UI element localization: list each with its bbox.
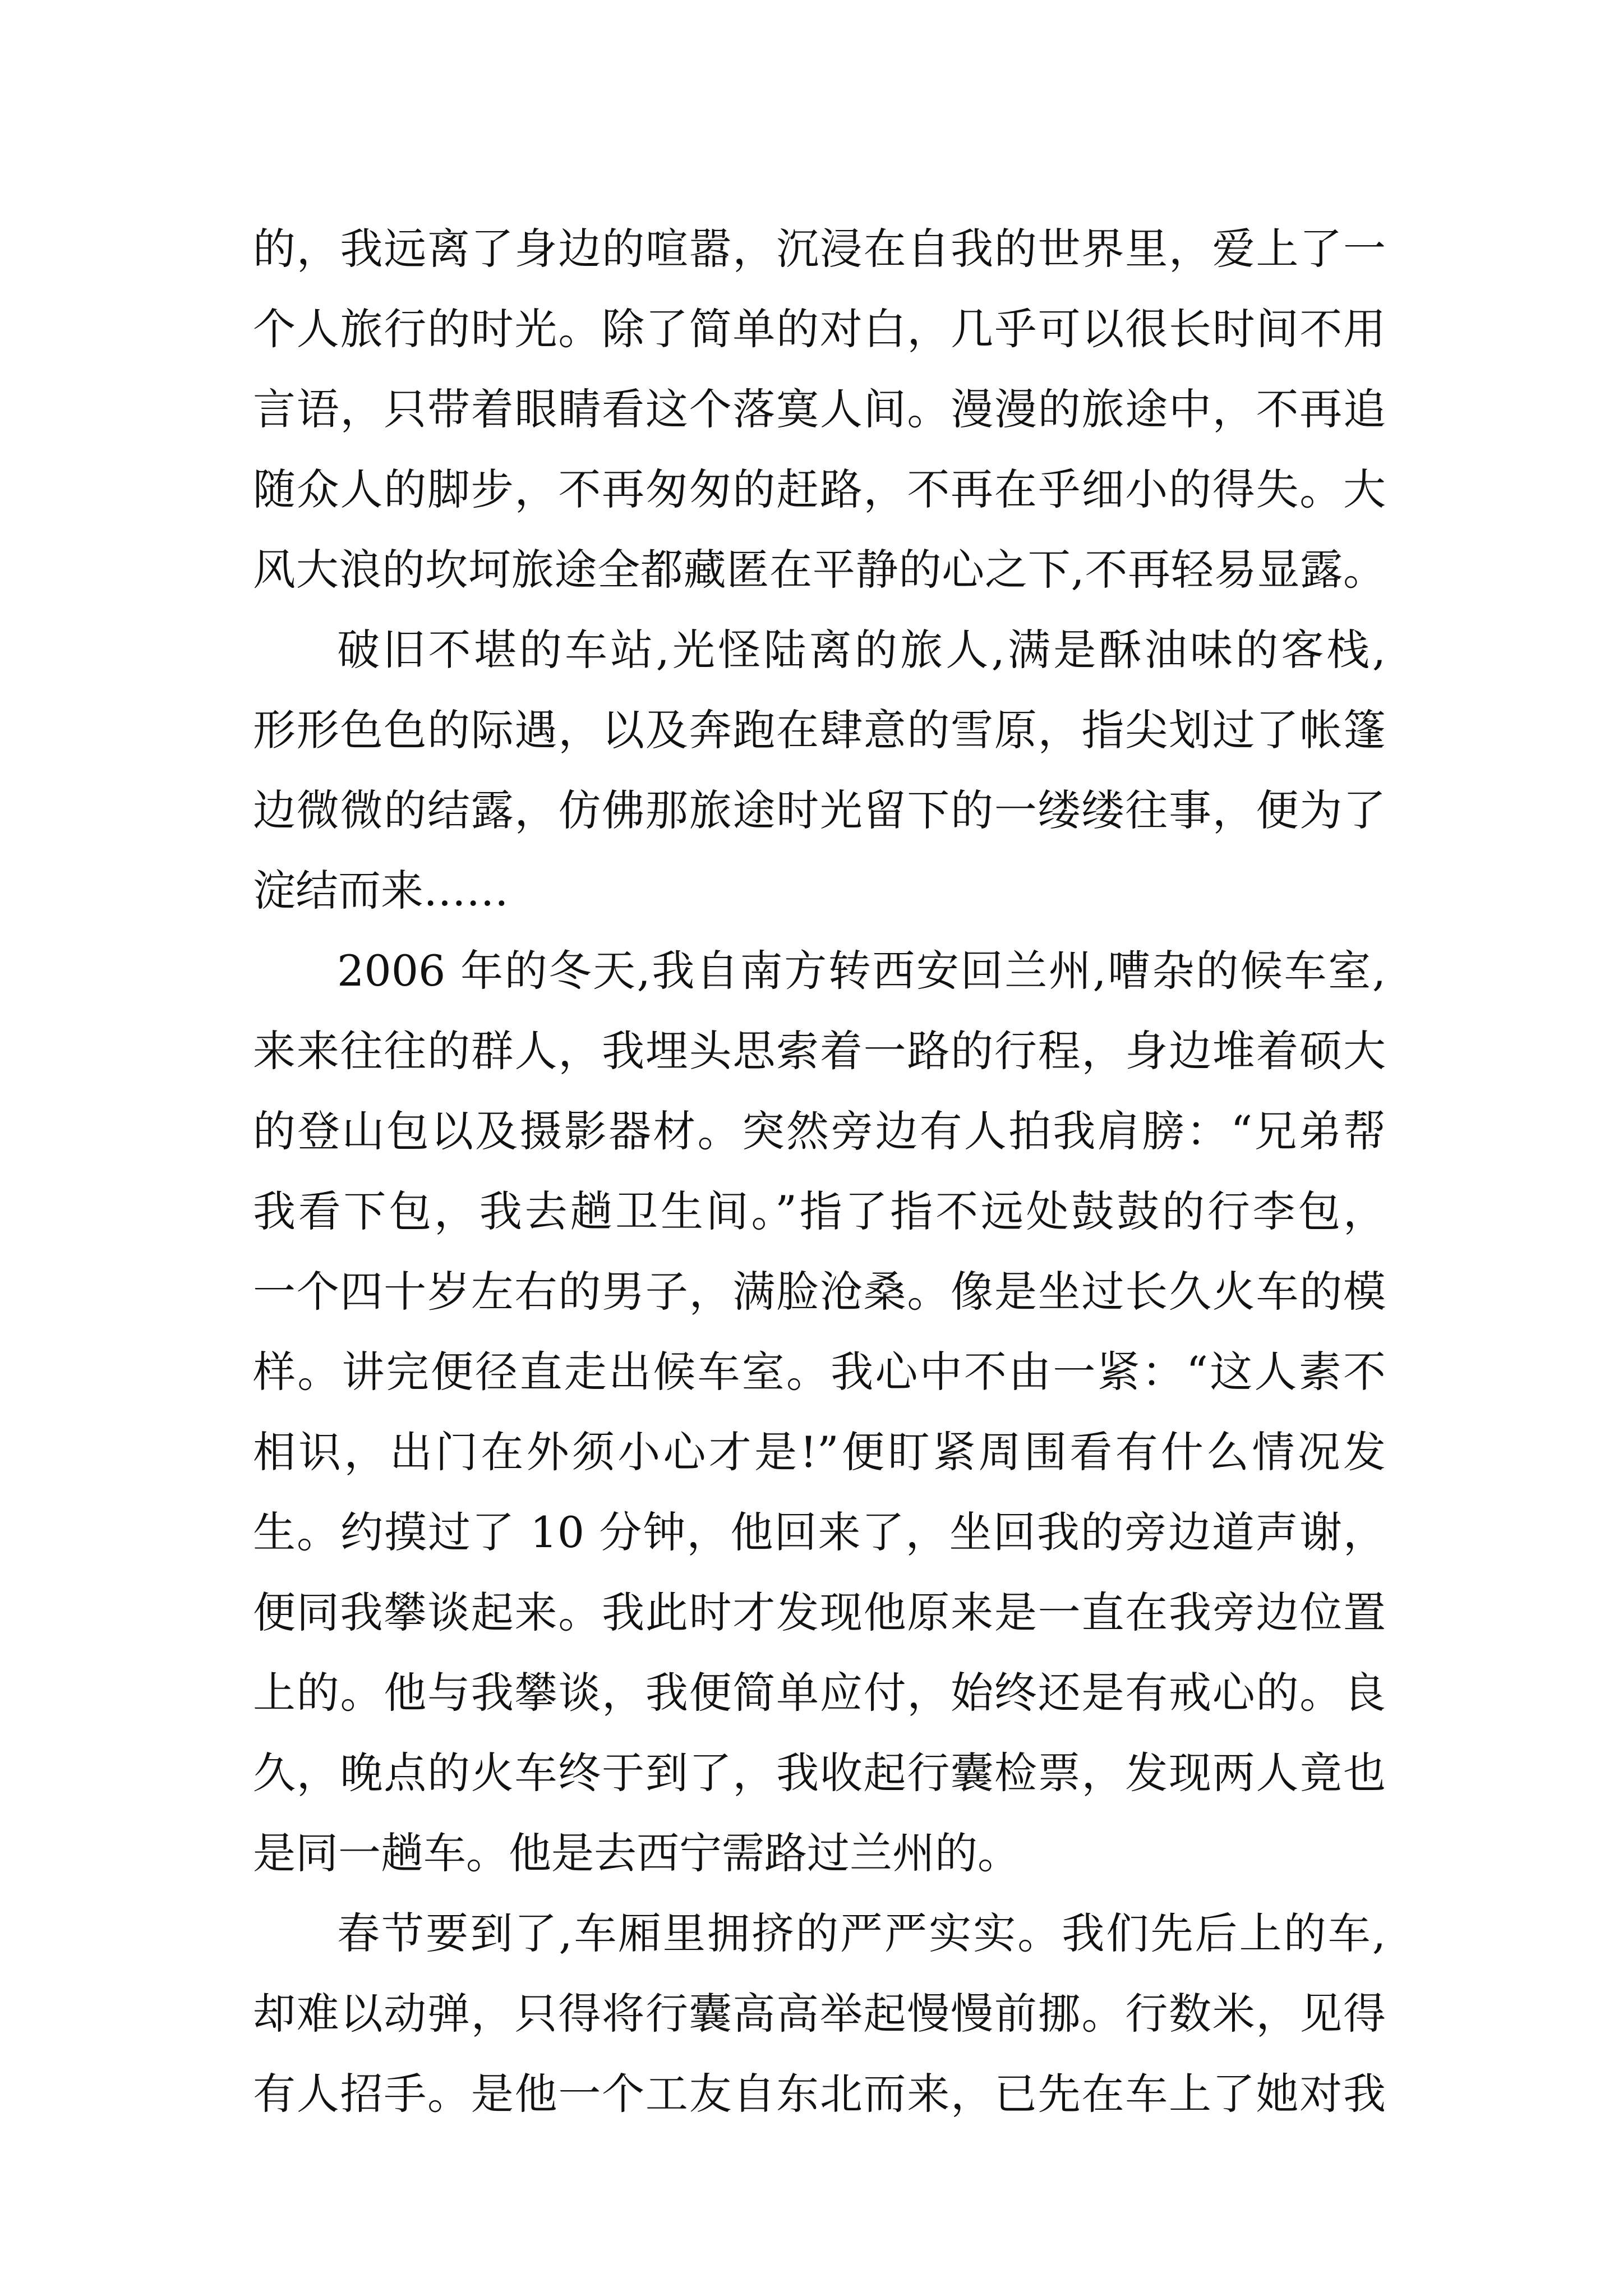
text-line: 来来往往的群人，我埋头思索着一路的行程，身边堆着硕大	[253, 1026, 1386, 1076]
text-line: 久，晚点的火车终于到了，我收起行囊检票，发现两人竟也	[253, 1748, 1386, 1798]
text-line: 生。约摸过了 10 分钟，他回来了，坐回我的旁边道声谢，	[253, 1507, 1386, 1557]
text-line: 便同我攀谈起来。我此时才发现他原来是一直在我旁边位置	[253, 1588, 1386, 1637]
text-line: 我看下包，我去趟卫生间。”指了指不远处鼓鼓的行李包，	[253, 1186, 1386, 1236]
text-line: 2006 年的冬天,我自南方转西安回兰州,嘈杂的候车室,	[337, 946, 1386, 996]
text-line: 一个四十岁左右的男子，满脸沧桑。像是坐过长久火车的模	[253, 1267, 1386, 1317]
text-line: 风大浪的坎坷旅途全都藏匿在平静的心之下,不再轻易显露。	[253, 545, 1386, 595]
text-line: 个人旅行的时光。除了简单的对白，几乎可以很长时间不用	[253, 304, 1386, 354]
text-line: 相识，出门在外须小心才是!”便盯紧周围看有什么情况发	[253, 1427, 1386, 1477]
text-line: 形形色色的际遇，以及奔跑在肆意的雪原，指尖划过了帐篷	[253, 705, 1386, 755]
text-line: 春节要到了,车厢里拥挤的严严实实。我们先后上的车,	[337, 1908, 1386, 1958]
text-line: 言语，只带着眼睛看这个落寞人间。漫漫的旅途中，不再追	[253, 384, 1386, 434]
text-line: 淀结而来……	[253, 866, 509, 915]
text-line: 破旧不堪的车站,光怪陆离的旅人,满是酥油味的客栈,	[337, 625, 1386, 675]
text-line: 样。讲完便径直走出候车室。我心中不由一紧：“这人素不	[253, 1347, 1386, 1397]
text-line: 随众人的脚步，不再匆匆的赶路，不再在乎细小的得失。大	[253, 464, 1386, 514]
text-line: 的，我远离了身边的喧嚣，沉浸在自我的世界里，爱上了一	[253, 224, 1386, 274]
text-line: 却难以动弹，只得将行囊高高举起慢慢前挪。行数米，见得	[253, 1989, 1386, 2039]
text-line: 的登山包以及摄影器材。突然旁边有人拍我肩膀：“兄弟帮	[253, 1106, 1386, 1156]
text-line: 有人招手。是他一个工友自东北而来，已先在车上了她对我	[253, 2069, 1386, 2119]
text-line: 边微微的结露，仿佛那旅途时光留下的一缕缕往事，便为了	[253, 785, 1386, 835]
text-line: 是同一趟车。他是去西宁需路过兰州的。	[253, 1828, 1020, 1878]
text-line: 上的。他与我攀谈，我便简单应付，始终还是有戒心的。良	[253, 1668, 1386, 1718]
